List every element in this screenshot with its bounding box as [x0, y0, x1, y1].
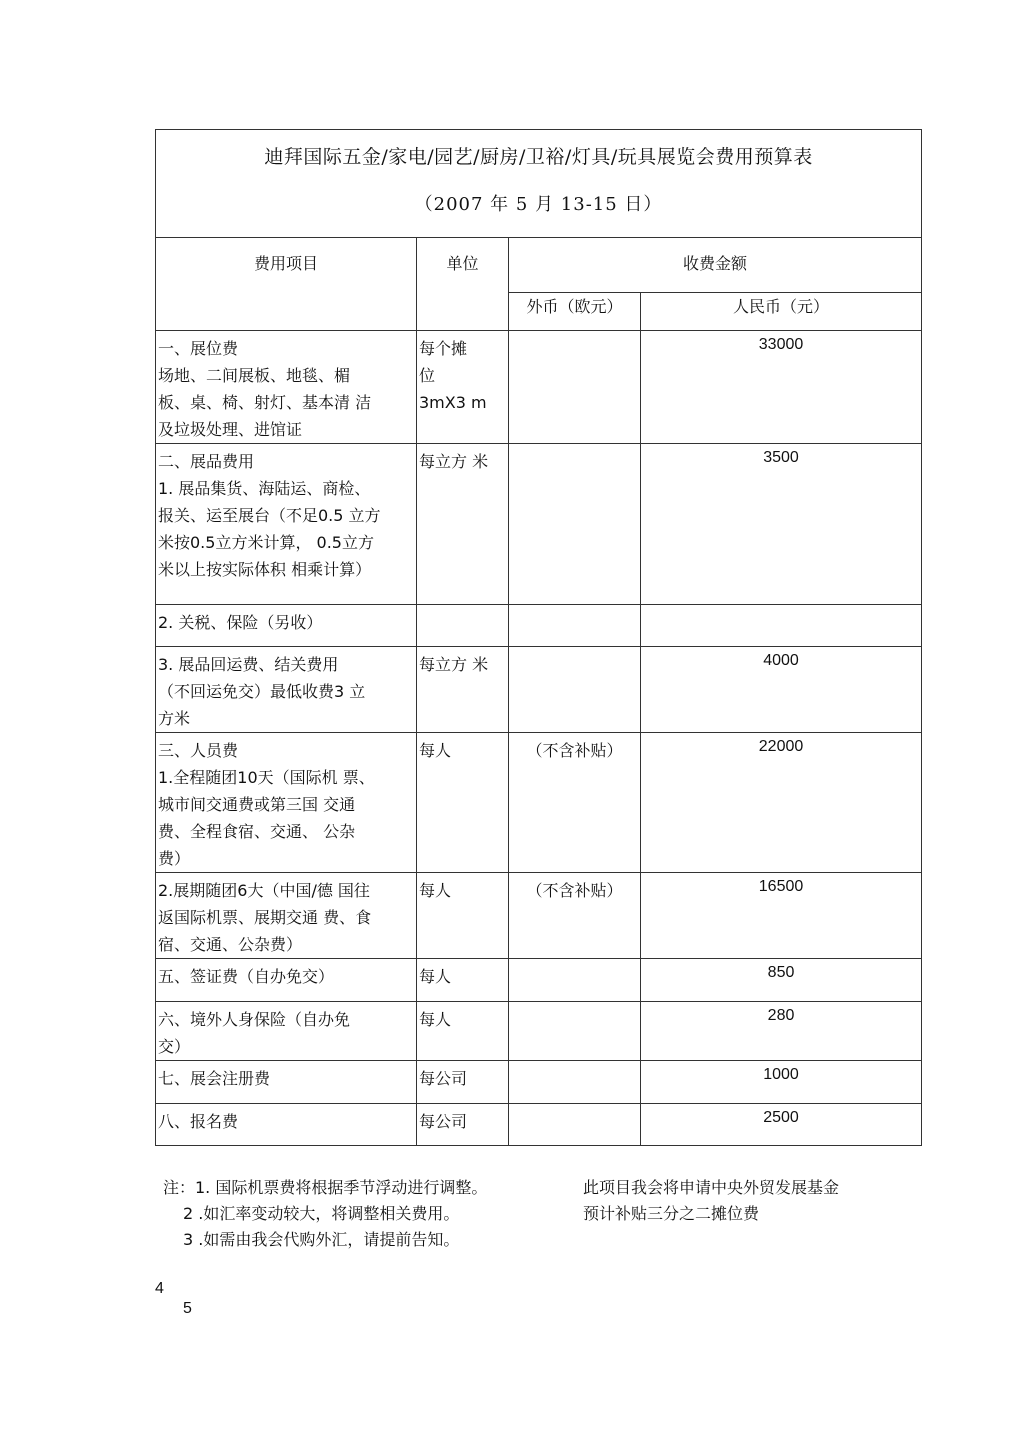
- cell-item: [156, 331, 417, 444]
- side-note: [583, 1175, 839, 1227]
- item-line: 七、展会注册费: [158, 1069, 271, 1088]
- cell-unit: [417, 1002, 509, 1061]
- header-foreign: 外币（欧元）: [509, 293, 641, 331]
- cell-unit: [417, 1061, 509, 1104]
- budget-table: [155, 129, 922, 1146]
- item-line: 交）: [158, 1037, 191, 1056]
- cell-item: [156, 1061, 417, 1104]
- cell-rmb: 2500: [641, 1104, 922, 1146]
- cell-rmb: 280: [641, 1002, 922, 1061]
- item-line: 宿、交通、公杂费）: [158, 935, 303, 954]
- table-row: [156, 1002, 922, 1061]
- cell-unit: [417, 1104, 509, 1146]
- side-note-1: 此项目我会将申请中央外贸发展基金: [583, 1178, 840, 1197]
- cell-unit: [417, 647, 509, 733]
- cell-rmb: 4000: [641, 647, 922, 733]
- header-rmb: 人民币（元）: [641, 293, 922, 331]
- unit-line: 位: [419, 366, 436, 385]
- item-line: 一、展位费: [158, 339, 239, 358]
- item-line: 1. 展品集货、海陆运、商检、: [158, 479, 371, 498]
- table-row: [156, 1104, 922, 1146]
- item-line: 城市间交通费或第三国 交通: [158, 795, 356, 814]
- table-row: [156, 1061, 922, 1104]
- unit-line: 3mX3 m: [419, 393, 487, 412]
- unit-line: 每个摊: [419, 339, 468, 358]
- cell-rmb: 22000: [641, 733, 922, 873]
- header-amount: 收费金额: [509, 238, 922, 293]
- cell-item: [156, 605, 417, 647]
- table-row: [156, 331, 922, 444]
- page-number-a: 4: [155, 1280, 164, 1297]
- item-line: 费、全程食宿、交通、 公杂: [158, 822, 356, 841]
- item-line: 2.展期随团6大（中国/德 国往: [158, 881, 370, 900]
- cell-rmb: 16500: [641, 873, 922, 959]
- cell-rmb: 1000: [641, 1061, 922, 1104]
- item-line: 返国际机票、展期交通 费、食: [158, 908, 372, 927]
- note-2: 2 .如汇率变动较大，将调整相关费用。: [183, 1204, 460, 1223]
- unit-line: 每人: [419, 967, 452, 986]
- cell-item: [156, 1104, 417, 1146]
- item-line: 五、签证费（自办免交）: [158, 967, 335, 986]
- table-row: [156, 605, 922, 647]
- item-line: （不回运免交）最低收费3 立: [158, 682, 366, 701]
- cell-foreign: [509, 1002, 641, 1061]
- unit-line: 每立方 米: [419, 452, 489, 471]
- item-line: 八、报名费: [158, 1112, 239, 1131]
- unit-line: 每公司: [419, 1069, 468, 1088]
- item-line: 米按0.5立方米计算， 0.5立方: [158, 533, 374, 552]
- cell-rmb: 850: [641, 959, 922, 1002]
- cell-foreign: （不含补贴）: [509, 873, 641, 959]
- item-line: 二、展品费用: [158, 452, 255, 471]
- item-line: 方米: [158, 709, 191, 728]
- cell-unit: [417, 444, 509, 605]
- cell-item: [156, 647, 417, 733]
- cell-unit: [417, 331, 509, 444]
- item-line: 2. 关税、保险（另收）: [158, 613, 323, 632]
- cell-foreign: [509, 331, 641, 444]
- unit-line: 每人: [419, 1010, 452, 1029]
- table-row: [156, 444, 922, 605]
- item-line: 米以上按实际体积 相乘计算）: [158, 560, 372, 579]
- item-line: 六、境外人身保险（自办免: [158, 1010, 351, 1029]
- note-1: 注：1. 国际机票费将根据季节浮动进行调整。: [163, 1178, 488, 1197]
- page-number-b: 5: [183, 1300, 192, 1317]
- notes: [163, 1175, 487, 1253]
- item-line: 板、桌、椅、射灯、基本清 洁: [158, 393, 372, 412]
- cell-rmb: 3500: [641, 444, 922, 605]
- unit-line: 每人: [419, 881, 452, 900]
- cell-foreign: [509, 1061, 641, 1104]
- side-note-2: 预计补贴三分之二摊位费: [583, 1204, 760, 1223]
- cell-foreign: [509, 605, 641, 647]
- table-row: [156, 873, 922, 959]
- unit-line: 每公司: [419, 1112, 468, 1131]
- header-unit: 单位: [417, 238, 509, 331]
- cell-item: [156, 733, 417, 873]
- cell-unit: [417, 605, 509, 647]
- cell-item: [156, 959, 417, 1002]
- item-line: 费）: [158, 849, 191, 868]
- cell-foreign: [509, 959, 641, 1002]
- table-row: [156, 647, 922, 733]
- cell-rmb: 33000: [641, 331, 922, 444]
- header-item: 费用项目: [156, 238, 417, 331]
- cell-foreign: [509, 647, 641, 733]
- table-title: 迪拜国际五金/家电/园艺/厨房/卫裕/灯具/玩具展览会费用预算表: [264, 146, 813, 168]
- item-line: 3. 展品回运费、结关费用: [158, 655, 339, 674]
- cell-item: [156, 1002, 417, 1061]
- cell-foreign: （不含补贴）: [509, 733, 641, 873]
- cell-unit: [417, 873, 509, 959]
- cell-rmb: [641, 605, 922, 647]
- item-line: 场地、二间展板、地毯、楣: [158, 366, 351, 385]
- cell-foreign: [509, 1104, 641, 1146]
- cell-unit: [417, 959, 509, 1002]
- cell-unit: [417, 733, 509, 873]
- table-row: [156, 733, 922, 873]
- item-line: 1.全程随团10天（国际机 票、: [158, 768, 375, 787]
- cell-foreign: [509, 444, 641, 605]
- unit-line: 每立方 米: [419, 655, 489, 674]
- item-line: 及垃圾处理、进馆证: [158, 420, 303, 439]
- cell-item: [156, 873, 417, 959]
- table-date: （2007 年 5 月 13-15 日）: [414, 194, 663, 215]
- table-title-cell: [156, 130, 922, 238]
- item-line: 三、人员费: [158, 741, 239, 760]
- item-line: 报关、运至展台（不足0.5 立方: [158, 506, 381, 525]
- unit-line: 每人: [419, 741, 452, 760]
- cell-item: [156, 444, 417, 605]
- note-3: 3 .如需由我会代购外汇，请提前告知。: [183, 1230, 460, 1249]
- table-row: [156, 959, 922, 1002]
